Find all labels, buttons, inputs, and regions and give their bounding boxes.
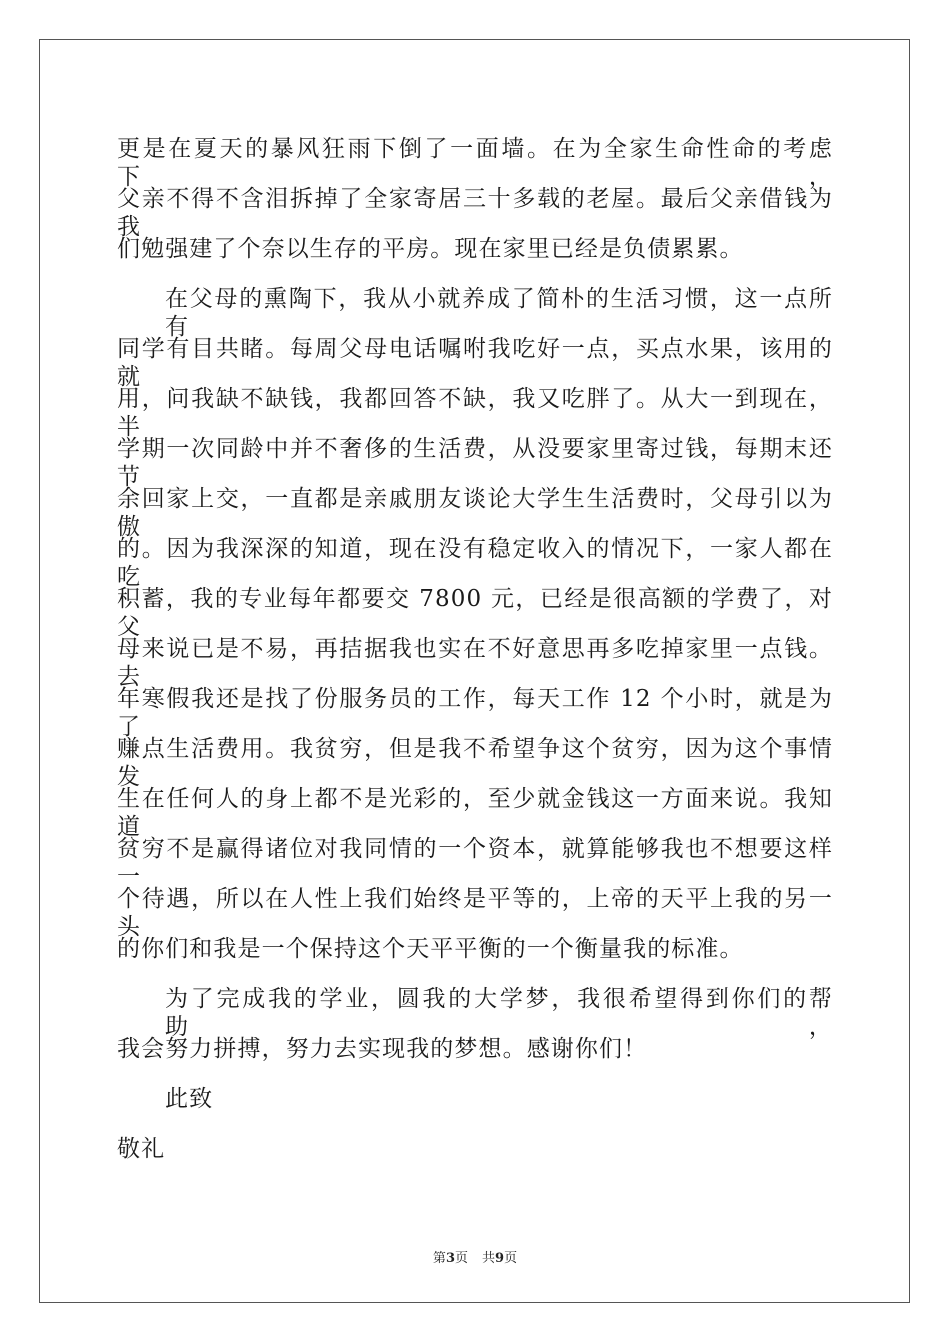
text-line: 同学有目共睹。每周父母电话嘱咐我吃好一点，买点水果，该用的就: [117, 336, 833, 390]
paragraph-start-line: 为了完成我的学业，圆我的大学梦，我很希望得到你们的帮助，: [165, 986, 833, 1040]
total-suffix: 页: [504, 1251, 518, 1266]
text-line: 余回家上交，一直都是亲戚朋友谈论大学生生活费时，父母引以为傲: [117, 486, 833, 540]
text-line: 贫穷不是赢得诸位对我同情的一个资本，就算能够我也不想要这样一: [117, 836, 833, 890]
paragraph-start-line: 在父母的熏陶下，我从小就养成了简朴的生活习惯，这一点所有: [165, 286, 833, 340]
text-line: 更是在夏天的暴风狂雨下倒了一面墙。在为全家生命性命的考虑下，: [117, 136, 833, 190]
text-line: 的。因为我深深的知道，现在没有稳定收入的情况下，一家人都在吃: [117, 536, 833, 590]
text-line: 年寒假我还是找了份服务员的工作，每天工作 12 个小时，就是为了: [117, 686, 833, 740]
page-footer: [0, 1247, 950, 1266]
total-pages: 9: [495, 1251, 505, 1266]
text-line: 母来说已是不易，再拮据我也实在不好意思再多吃掉家里一点钱。去: [117, 636, 833, 690]
text-line: 的你们和我是一个保持这个天平平衡的一个衡量我的标准。: [117, 936, 744, 962]
text-line: 赚点生活费用。我贫穷，但是我不希望争这个贫穷，因为这个事情发: [117, 736, 833, 790]
page-number: 3: [445, 1251, 455, 1266]
page-prefix: 第: [432, 1251, 446, 1266]
closing-salutation: 此致: [165, 1086, 214, 1112]
closing-regards: 敬礼: [117, 1136, 166, 1162]
text-line: 父亲不得不含泪拆掉了全家寄居三十多载的老屋。最后父亲借钱为我: [117, 186, 833, 240]
text-line: 学期一次同龄中并不奢侈的生活费，从没要家里寄过钱，每期末还节: [117, 436, 833, 490]
text-line: 们勉强建了个奈以生存的平房。现在家里已经是负债累累。: [117, 236, 744, 262]
page-suffix: 页: [454, 1251, 468, 1266]
text-line: 生在任何人的身上都不是光彩的，至少就金钱这一方面来说。我知道: [117, 786, 833, 840]
text-line: 个待遇，所以在人性上我们始终是平等的，上帝的天平上我的另一头: [117, 886, 833, 940]
text-line: 我会努力拼搏，努力去实现我的梦想。感谢你们！: [117, 1036, 648, 1062]
text-line: 积蓄，我的专业每年都要交 7800 元，已经是很高额的学费了，对父: [117, 586, 833, 640]
text-line: 用，问我缺不缺钱，我都回答不缺，我又吃胖了。从大一到现在，半: [117, 386, 833, 440]
total-prefix: 共: [482, 1251, 496, 1266]
